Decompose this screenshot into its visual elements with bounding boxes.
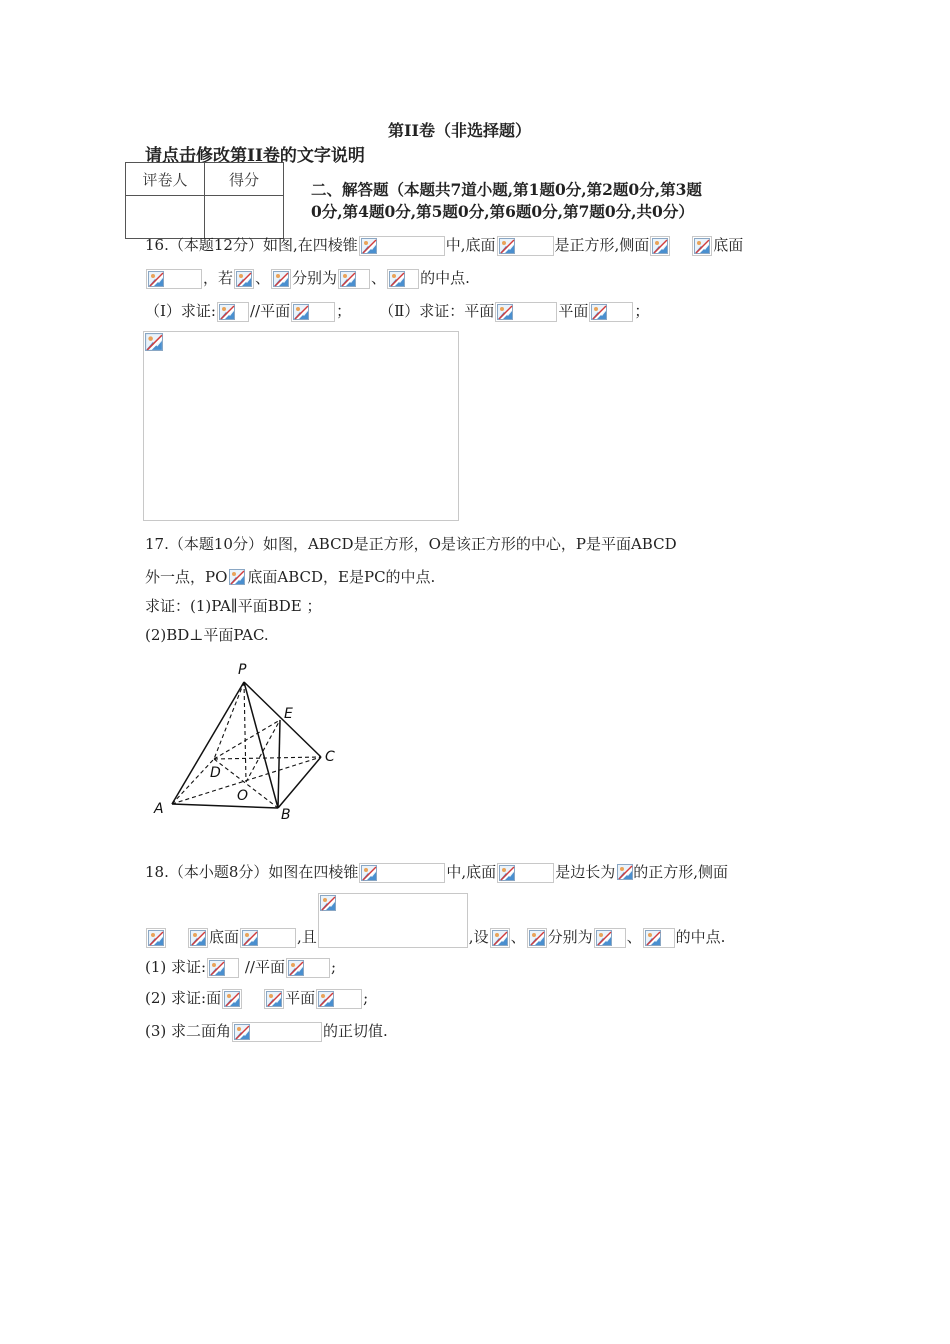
q17-line4: (2)BD⊥平面PAC. bbox=[145, 626, 269, 644]
broken-image-icon bbox=[190, 930, 206, 946]
score-header: 得分 bbox=[205, 163, 284, 196]
broken-image-icon bbox=[652, 238, 668, 254]
q18-part3-label: (3) 求二面角 bbox=[145, 1022, 232, 1040]
q16-text: 中,底面 bbox=[445, 236, 496, 254]
edge-BC bbox=[278, 757, 321, 808]
broken-image-icon bbox=[596, 930, 612, 946]
q16-text: 底面 bbox=[713, 236, 744, 254]
formula-image bbox=[497, 863, 554, 883]
q16-text: ，若 bbox=[203, 269, 234, 287]
broken-image-icon bbox=[361, 865, 377, 881]
formula-image bbox=[264, 989, 284, 1009]
broken-image-icon bbox=[145, 333, 163, 351]
formula-image bbox=[188, 928, 208, 948]
formula-image bbox=[146, 928, 166, 948]
formula-image-large bbox=[318, 893, 468, 948]
broken-image-icon bbox=[492, 930, 508, 946]
broken-image-icon bbox=[617, 864, 633, 880]
q18-text: ; bbox=[363, 989, 369, 1007]
broken-image-icon bbox=[499, 865, 515, 881]
q16-text: //平面 bbox=[249, 302, 291, 320]
q18-text: //平面 bbox=[240, 958, 285, 976]
q18-text: 、 bbox=[626, 928, 642, 946]
edge-PA bbox=[172, 682, 244, 804]
edge-DC bbox=[214, 757, 321, 759]
q18-text: 底面 bbox=[209, 928, 240, 946]
formula-image bbox=[495, 302, 557, 322]
q17-line1: 17.（本题10分）如图，ABCD是正方形，O是该正方形的中心，P是平面ABCD bbox=[145, 535, 677, 553]
broken-image-icon bbox=[148, 930, 164, 946]
broken-image-icon bbox=[273, 271, 289, 287]
pyramid-figure bbox=[148, 658, 348, 828]
score-table bbox=[125, 162, 284, 239]
grader-header: 评卷人 bbox=[126, 163, 205, 196]
label-E: E bbox=[284, 706, 293, 722]
formula-image bbox=[316, 989, 362, 1009]
q17-text: 底面ABCD，E是PC的中点. bbox=[247, 568, 436, 586]
q17-line3: 求证：(1)PA∥平面BDE ； bbox=[145, 597, 322, 615]
q18-text: 的中点. bbox=[675, 928, 726, 946]
q18-text: ,且 bbox=[297, 928, 317, 946]
part-two-heading-line2: 0分,第4题0分,第5题0分,第6题0分,第7题0分,共0分） bbox=[311, 202, 694, 221]
q16-text: ； bbox=[336, 302, 352, 320]
grader-cell[interactable] bbox=[126, 196, 205, 239]
q16-text: 、 bbox=[255, 269, 271, 287]
broken-image-icon bbox=[148, 271, 164, 287]
broken-image-icon bbox=[497, 304, 513, 320]
label-C: C bbox=[325, 749, 335, 765]
formula-image bbox=[222, 989, 242, 1009]
q18-line3 bbox=[145, 957, 336, 978]
q18-part2-label: (2) 求证:面 bbox=[145, 989, 222, 1007]
broken-image-icon bbox=[591, 304, 607, 320]
label-B: B bbox=[281, 807, 291, 823]
formula-image bbox=[527, 928, 547, 948]
formula-image bbox=[692, 236, 712, 256]
q16-text: 、 bbox=[371, 269, 387, 287]
edge-PD bbox=[214, 682, 244, 759]
section-title: 第II卷（非选择题） bbox=[388, 121, 531, 140]
q18-text: 的正切值. bbox=[323, 1022, 388, 1040]
formula-image bbox=[594, 928, 626, 948]
part-two-heading-line1: 二、解答题（本题共7道小题,第1题0分,第2题0分,第3题 bbox=[311, 180, 702, 199]
q16-text: 平面 bbox=[558, 302, 589, 320]
broken-image-icon bbox=[219, 304, 235, 320]
broken-image-icon bbox=[320, 895, 336, 911]
q18-text: 平面 bbox=[285, 989, 316, 1007]
q18-text: 是边长为 bbox=[555, 863, 616, 881]
broken-image-icon bbox=[529, 930, 545, 946]
formula-image bbox=[359, 863, 445, 883]
formula-image bbox=[387, 269, 419, 289]
edge-PB bbox=[244, 682, 278, 808]
formula-image bbox=[338, 269, 370, 289]
formula-image bbox=[228, 568, 246, 588]
q16-text: ； bbox=[634, 302, 650, 320]
formula-image bbox=[232, 1022, 322, 1042]
label-O: O bbox=[237, 788, 249, 804]
edge-AB bbox=[172, 804, 278, 808]
q18-line2 bbox=[145, 893, 725, 948]
q17-text: 外一点，PO bbox=[145, 568, 228, 586]
q16-line2 bbox=[145, 268, 470, 289]
q16-part2-label: （Ⅱ）求证：平面 bbox=[379, 302, 495, 320]
q18-text: 、 bbox=[510, 928, 526, 946]
q16-text: 分别为 bbox=[292, 269, 338, 287]
formula-image bbox=[240, 928, 296, 948]
q17-line2 bbox=[145, 567, 435, 588]
q18-text: ,设 bbox=[468, 928, 489, 946]
q18-line1 bbox=[145, 862, 728, 883]
broken-image-icon bbox=[340, 271, 356, 287]
formula-image bbox=[497, 236, 554, 256]
broken-image-icon bbox=[361, 238, 377, 254]
q18-text: 中,底面 bbox=[446, 863, 497, 881]
formula-image bbox=[650, 236, 670, 256]
formula-image bbox=[146, 269, 202, 289]
q16-part1-label: （Ⅰ）求证: bbox=[145, 302, 216, 320]
broken-image-icon bbox=[242, 930, 258, 946]
formula-image bbox=[359, 236, 445, 256]
formula-image bbox=[286, 958, 330, 978]
label-P: P bbox=[238, 662, 247, 678]
formula-image bbox=[490, 928, 510, 948]
q18-intro: 18.（本小题8分）如图在四棱锥 bbox=[145, 863, 359, 881]
broken-image-icon bbox=[318, 991, 334, 1007]
formula-image bbox=[271, 269, 291, 289]
q16-text: 是正方形,侧面 bbox=[554, 236, 650, 254]
q18-part1-label: (1) 求证: bbox=[145, 958, 207, 976]
broken-image-icon bbox=[288, 960, 304, 976]
formula-image bbox=[643, 928, 675, 948]
q18-line4 bbox=[145, 988, 368, 1009]
edge-PC bbox=[244, 682, 321, 757]
formula-image bbox=[616, 863, 632, 883]
segment-BE bbox=[278, 720, 280, 808]
broken-image-icon bbox=[209, 960, 225, 976]
section-subtitle[interactable]: 请点击修改第II卷的文字说明 bbox=[145, 146, 365, 166]
segment-PO bbox=[244, 682, 246, 782]
segment-DE bbox=[214, 720, 280, 759]
broken-image-icon bbox=[645, 930, 661, 946]
q16-line3 bbox=[145, 301, 649, 322]
broken-image-icon bbox=[293, 304, 309, 320]
q18-text: ; bbox=[330, 958, 337, 976]
formula-image bbox=[589, 302, 633, 322]
formula-image bbox=[234, 269, 254, 289]
formula-image bbox=[291, 302, 335, 322]
q16-line1 bbox=[145, 235, 743, 256]
formula-image bbox=[217, 302, 249, 322]
q18-text: 分别为 bbox=[547, 928, 593, 946]
segment-OE bbox=[246, 720, 280, 782]
q18-text: 的正方形,侧面 bbox=[633, 863, 728, 881]
q16-intro: 16.（本题12分）如图,在四棱锥 bbox=[145, 236, 358, 254]
label-D: D bbox=[210, 765, 221, 781]
label-A: A bbox=[154, 801, 164, 817]
q16-text: 的中点. bbox=[420, 269, 470, 287]
broken-image-icon bbox=[234, 1024, 250, 1040]
broken-image-icon bbox=[266, 991, 282, 1007]
broken-image-icon bbox=[389, 271, 405, 287]
broken-image-icon bbox=[236, 271, 252, 287]
broken-image-icon bbox=[229, 569, 245, 585]
formula-image bbox=[207, 958, 239, 978]
q18-line5 bbox=[145, 1021, 388, 1042]
broken-image-icon bbox=[224, 991, 240, 1007]
q16-figure-placeholder bbox=[143, 331, 459, 521]
broken-image-icon bbox=[499, 238, 515, 254]
score-cell[interactable] bbox=[205, 196, 284, 239]
broken-image-icon bbox=[694, 238, 710, 254]
